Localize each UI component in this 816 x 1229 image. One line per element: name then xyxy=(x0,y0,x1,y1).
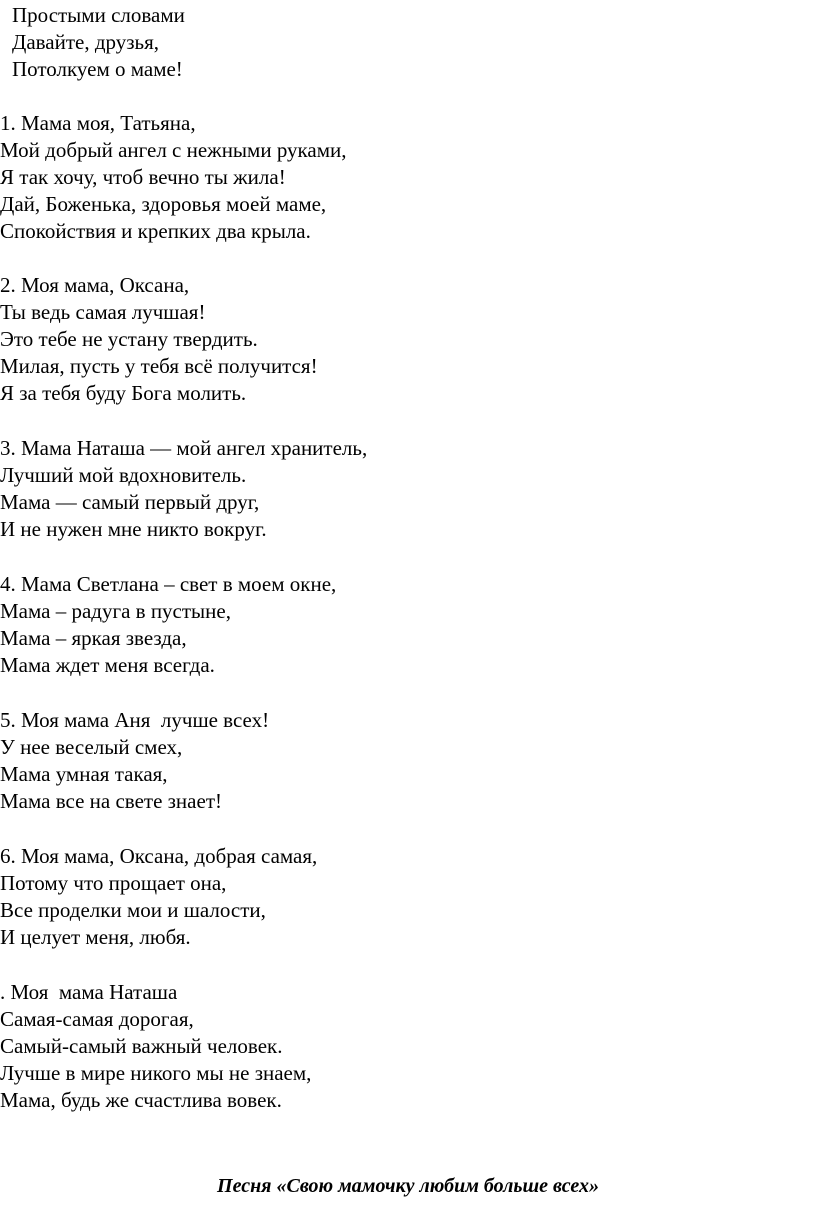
poem-3 xyxy=(0,435,800,543)
poem-line: Мама умная такая, xyxy=(0,762,168,786)
poem-line: 1. Мама моя, Татьяна, xyxy=(0,111,196,135)
poem-line: 5. Моя мама Аня лучше всех! xyxy=(0,708,270,732)
poem-line: Мама – радуга в пустыне, xyxy=(0,599,231,623)
poem-line: У нее веселый смех, xyxy=(0,735,183,759)
poem-line: Мой добрый ангел с нежными руками, xyxy=(0,138,347,162)
poem-line: Мама все на свете знает! xyxy=(0,789,222,813)
poem-line: Я за тебя буду Бога молить. xyxy=(0,381,247,405)
poem-line: Мама ждет меня всегда. xyxy=(0,653,215,677)
poem-line: И целует меня, любя. xyxy=(0,925,191,949)
poem-line: Милая, пусть у тебя всё получится! xyxy=(0,354,318,378)
poem-line: Мама, будь же счастлива вовек. xyxy=(0,1088,282,1112)
poem-line: Лучший мой вдохновитель. xyxy=(0,463,247,487)
poem-line: И не нужен мне никто вокруг. xyxy=(0,517,267,541)
poem-line: Все проделки мои и шалости, xyxy=(0,898,266,922)
poem-7 xyxy=(0,979,800,1114)
poem-line: Самая-самая дорогая, xyxy=(0,1007,194,1031)
poem-line: Дай, Боженька, здоровья моей маме, xyxy=(0,192,327,216)
poem-1 xyxy=(0,110,800,245)
poem-6 xyxy=(0,843,800,951)
intro-stanza xyxy=(12,2,712,83)
intro-line: Простыми словами xyxy=(12,3,185,27)
poem-line: Я так хочу, чтоб вечно ты жила! xyxy=(0,165,286,189)
poem-line: Лучше в мире никого мы не знаем, xyxy=(0,1061,312,1085)
poem-line: Спокойствия и крепких два крыла. xyxy=(0,219,311,243)
poem-line: 2. Моя мама, Оксана, xyxy=(0,273,190,297)
poem-2 xyxy=(0,272,800,407)
poem-5 xyxy=(0,707,800,815)
poem-line: 6. Моя мама, Оксана, добрая самая, xyxy=(0,844,318,868)
poem-line: Ты ведь самая лучшая! xyxy=(0,300,206,324)
poem-line: Самый-самый важный человек. xyxy=(0,1034,283,1058)
poem-line: . Моя мама Наташа xyxy=(0,980,178,1004)
poem-line: Потому что прощает она, xyxy=(0,871,227,895)
poem-4 xyxy=(0,571,800,679)
poem-line: Мама — самый первый друг, xyxy=(0,490,260,514)
poem-line: 3. Мама Наташа — мой ангел хранитель, xyxy=(0,436,368,460)
poem-line: Это тебе не устану твердить. xyxy=(0,327,258,351)
poem-line: 4. Мама Светлана – свет в моем окне, xyxy=(0,572,337,596)
song-title: Песня «Свою мамочку любим больше всех» xyxy=(217,1175,599,1197)
intro-line: Давайте, друзья, xyxy=(12,30,160,54)
intro-line: Потолкуем о маме! xyxy=(12,57,183,81)
poem-line: Мама – яркая звезда, xyxy=(0,626,187,650)
